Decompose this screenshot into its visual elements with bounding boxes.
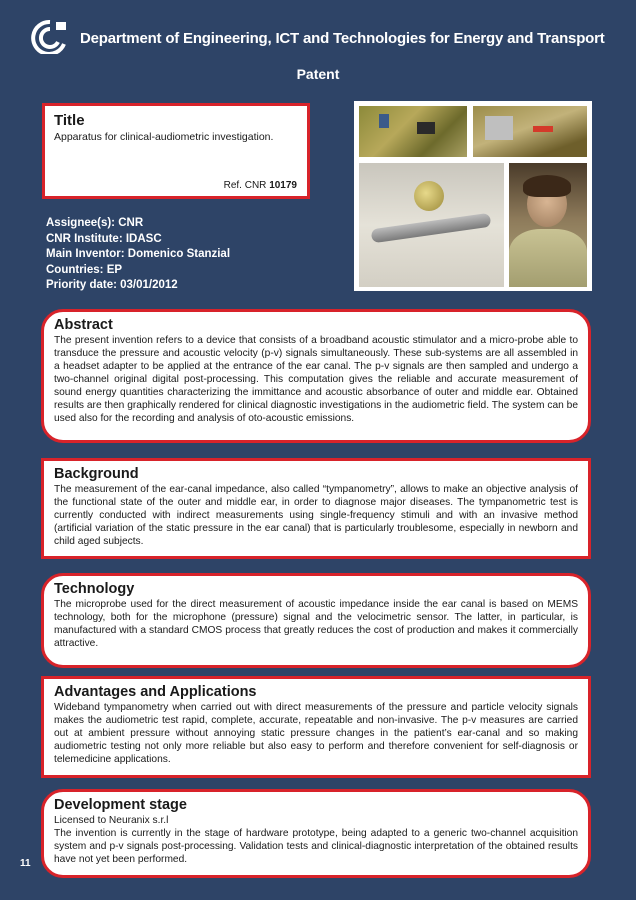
advantages-heading: Advantages and Applications	[54, 684, 257, 700]
advantages-text: Wideband tympanometry when carried out with direct measurements of the pressure and particle velocity signals makes the audiometric test rapid, complete, accurate, repeatable and non-invasive. The p-v measures are carried out at ambient pressure without annoying static pressure changes in the patient’s ear-canal and so making audiometric testing not only more reliable but also easy to perform and therefore convenient for self-diagnosis or telemedicine applications.	[54, 702, 578, 765]
department-title: Department of Engineering, ICT and Technologies for Energy and Transport	[80, 30, 605, 47]
circuit-board-photo	[359, 106, 467, 157]
development-text: The invention is currently in the stage of hardware prototype, being adapted to a generic two-channel acquisition system and p-v signals post-processing. Validation tests and clinical-diagnostic interpretation of the obtained results have not yet been performed.	[54, 828, 578, 865]
reference-label: Ref. CNR	[223, 180, 267, 191]
patent-info	[46, 216, 230, 294]
title-heading: Title	[54, 112, 85, 129]
priority-date: Priority date: 03/01/2012	[46, 279, 178, 291]
institute: CNR Institute: IDASC	[46, 232, 162, 245]
page-number: 11	[20, 858, 31, 869]
background-section	[41, 458, 591, 559]
technology-text: The microprobe used for the direct measurement of acoustic impedance inside the ear canal is based on MEMS technology, both for the microphone (pressure) signal and the velocimetric sensor. The latter, in particular, is manufactured with a standard CMOS process that greatly reduces the cost of production and makes it commercially attractive.	[54, 599, 578, 649]
countries: Countries: EP	[46, 263, 123, 276]
patent-title: Apparatus for clinical-audiometric investigation.	[54, 131, 274, 143]
development-section	[41, 789, 591, 878]
microprobe-photo	[359, 163, 504, 287]
advantages-section	[41, 676, 591, 778]
technology-heading: Technology	[54, 581, 135, 597]
technology-section	[41, 573, 591, 668]
abstract-heading: Abstract	[54, 317, 113, 333]
reference	[224, 180, 297, 191]
reference-number: 10179	[269, 180, 297, 191]
person-with-headset-photo	[509, 163, 587, 287]
background-heading: Background	[54, 466, 139, 482]
abstract-text: The present invention refers to a device that consists of a broadband acoustic stimulator and a micro-probe able to transduce the pressure and acoustic velocity (p-v) signals simultaneously. These sub-systems are all assembled in a headset adapter to be applied at the entrance of the ear canal. The p-v signals are then sampled and undergo a two-channel original digital post-processing. This computation gives the reliable and accurate measurement of sound energy quantities characterizing the immittance and acoustic absorbance of outer and middle ear. Obtained results are then graphically rendered for clinical diagnostic investigations in the audiometric field. The system can be used also for the recording and analysis of oto-acoustic emissions.	[54, 335, 578, 424]
circuit-board-photo	[473, 106, 587, 157]
development-heading: Development stage	[54, 797, 187, 813]
cnr-logo-icon	[30, 18, 70, 54]
photo-collage	[354, 101, 592, 291]
document-type: Patent	[296, 66, 340, 82]
assignee: Assignee(s): CNR	[46, 217, 144, 229]
abstract-section	[41, 309, 591, 443]
main-inventor: Main Inventor: Domenico Stanzial	[46, 248, 231, 260]
title-box	[42, 103, 310, 199]
development-licensed: Licensed to Neuranix s.r.l	[54, 815, 169, 826]
background-text: The measurement of the ear-canal impedance, also called “tympanometry”, allows to make an objective analysis of the functional state of the outer and middle ear, in order to diagnose major diseases. The tympanometric test is currently conducted with indirect measurements using single-frequency stimuli and with an invasive method (artificial variation of the static pressure in the ear canal) that is particularly troublesome, especially in newborn and child aged subjects.	[54, 484, 578, 547]
